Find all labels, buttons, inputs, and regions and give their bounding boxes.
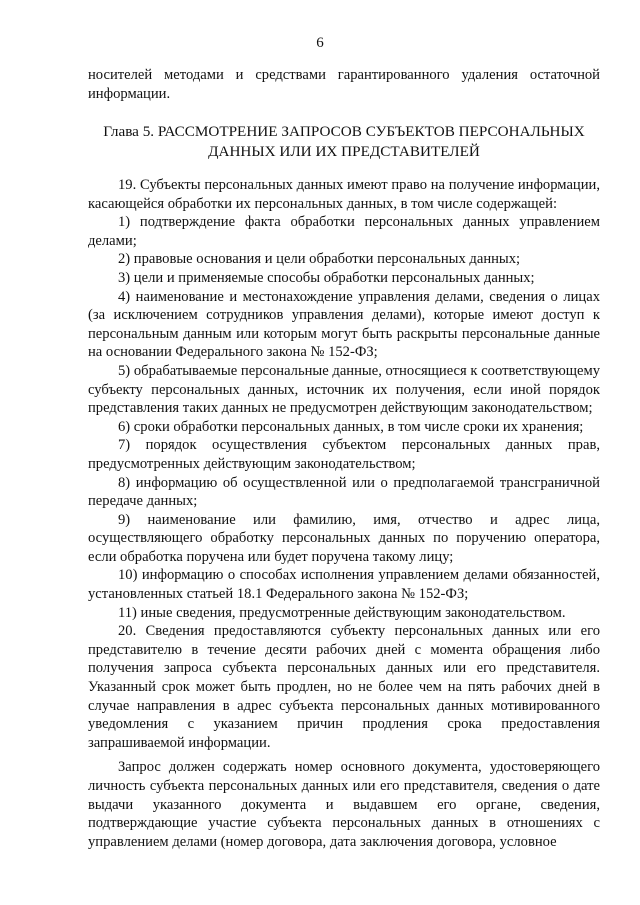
continuation-text: носителей методами и средствами гарантированного удаления остаточной информации. <box>88 67 600 102</box>
chapter-heading <box>88 122 600 161</box>
list-item-5: 5) обрабатываемые персональные данные, относящиеся к соответствующему субъекту персональных данных, источник их получения, если иной порядок представления таких данных не предусмотрен действующим законодательством; <box>88 362 600 417</box>
body-text <box>88 176 600 851</box>
list-item-9: 9) наименование или фамилию, имя, отчество и адрес лица, осуществляющего обработку персональных данных по поручению оператора, если обработка поручена или будет поручена такому лицу; <box>88 511 600 565</box>
list-item-3: 3) цели и применяемые способы обработки персональных данных; <box>118 269 535 286</box>
list-item-4: 4) наименование и местонахождение управления делами, сведения о лицах (за исключением сотрудников управления делами), которые имеют доступ к персональным данным или которым могут быть раскрыты персональные данные на основании Федерального закона № 152-ФЗ; <box>88 288 600 361</box>
paragraph-19: 19. Субъекты персональных данных имеют право на получение информации, касающейся обработки их персональных данных, в том числе содержащей: <box>88 177 600 212</box>
paragraph-20: 20. Сведения предоставляются субъекту персональных данных или его представителю в течение десяти рабочих дней с момента обращения либо получения запроса субъекта персональных данных или его представителя. Указанный срок может быть продлен, но не более чем на пять рабочих дней в случае направления в адрес субъекта персональных данных мотивированного уведомления с указанием причин продления срока предоставления запрашиваемой информации. <box>88 623 600 751</box>
list-item-10: 10) информацию о способах исполнения управлением делами обязанностей, установленных статьей 18.1 Федерального закона № 152-ФЗ; <box>88 567 600 603</box>
chapter-heading-line-2: ДАННЫХ ИЛИ ИХ ПРЕДСТАВИТЕЛЕЙ <box>208 142 480 160</box>
list-item-1: 1) подтверждение факта обработки персональных данных управлением делами; <box>88 214 600 249</box>
page-number: 6 <box>316 35 324 51</box>
chapter-heading-line-1: Глава 5. РАССМОТРЕНИЕ ЗАПРОСОВ СУБЪЕКТОВ ПЕРСОНАЛЬНЫХ <box>103 123 585 140</box>
list-item-11: 11) иные сведения, предусмотренные действующим законодательством. <box>118 604 566 621</box>
list-item-8: 8) информацию об осуществленной или о предполагаемой трансграничной передаче данных; <box>88 474 600 510</box>
list-item-2: 2) правовые основания и цели обработки персональных данных; <box>118 251 521 268</box>
list-item-6: 6) сроки обработки персональных данных, в том числе сроки их хранения; <box>118 418 584 435</box>
list-item-7: 7) порядок осуществления субъектом персональных данных прав, предусмотренных действующим законодательством; <box>88 437 600 472</box>
paragraph-request-requirements: Запрос должен содержать номер основного документа, удостоверяющего личность субъекта персональных данных или его представителя, сведения о дате выдачи указанного документа и выдавшем его органе, сведения, подтверждающие участие субъекта персональных данных в отношениях с управлением делами (номер договора, дата заключения договора, условное <box>88 759 600 850</box>
